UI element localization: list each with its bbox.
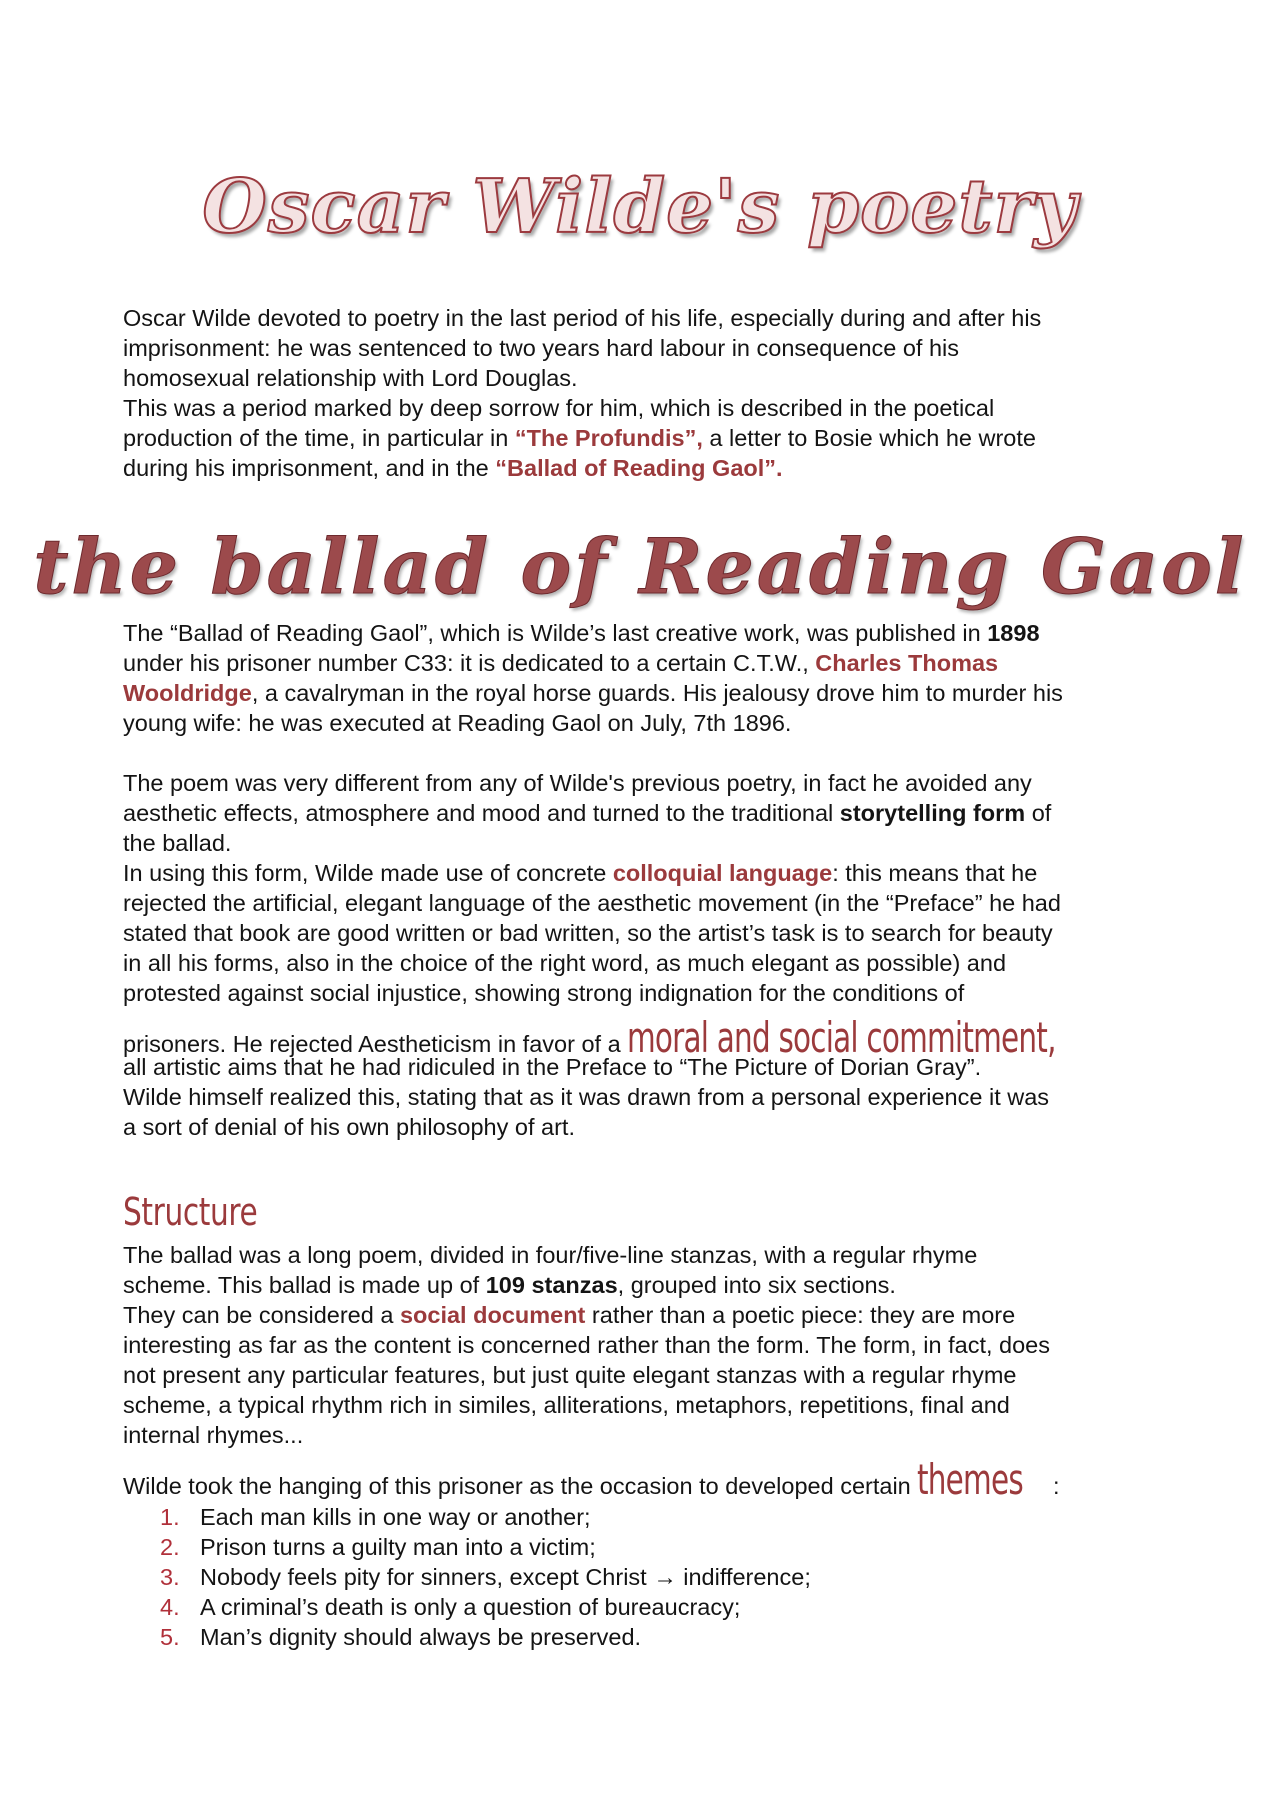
highlight-name: Charles Thomas [815,650,999,676]
intro-paragraph: Oscar Wilde devoted to poetry in the last period of his life, especially during and after his imprisonment: he was sentenced to two years hard labour in consequence of his homosexual relationship with Lord Douglas. This was a period marked by deep sorrow for him, which is described in the poetical production of the time, in particular in “The Profundis”, a letter to Bosie which he wrote during his imprisonment, and in the “Ballad of Reading Gaol”. [123,305,1042,481]
section-title-ballad: the ballad of Reading Gaol [33,522,1247,611]
themes-intro: Wilde took the hanging of this prisoner as the occasion to developed certain themes : [123,1455,1060,1504]
highlight-ballad-title: “Ballad of Reading Gaol”. [495,455,783,481]
list-item: 2. Prison turns a guilty man into a victim; [160,1534,596,1560]
structure-heading: Structure [123,1190,258,1234]
page-title: Oscar Wilde's poetry [202,164,1078,250]
list-item: 3. Nobody feels pity for sinners, except Christ → indifference; [160,1564,811,1590]
list-item: 4. A criminal’s death is only a question of bureaucracy; [160,1594,741,1620]
highlight-profundis: “The Profundis”, [514,425,703,451]
highlight-colloquial: colloquial language [612,860,833,886]
themes-list [160,1502,811,1652]
ballad-intro-paragraph: The “Ballad of Reading Gaol”, which is Wilde’s last creative work, was published in 1898 under his prisoner number C33: it is dedicated to a certain C.T.W., Charles Thomas Wooldridge, a cavalryman in the royal horse guards. His jealousy drove him to murder his young wife: he was executed at Reading Gaol on July, 7th 1896. [123,620,1063,736]
storytelling-bold: storytelling form [839,800,1026,826]
list-item: 5. Man’s dignity should always be preserved. [160,1624,642,1650]
highlight-moral-commitment: moral and social commitment, [627,1013,1056,1062]
stanzas-bold: 109 stanzas [485,1272,618,1298]
highlight-social-document: social document [399,1302,586,1328]
structure-paragraph: The ballad was a long poem, divided in four/five-line stanzas, with a regular rhyme scheme. This ballad is made up of 109 stanzas, grouped into six sections. They can be considered a social document rather than a poetic piece: they are more interesting as far as the content is concerned rather than the form. The form, in fact, does not present any particular features, but just quite elegant stanzas with a regular rhyme scheme, a typical rhythm rich in similes, alliterations, metaphors, repetitions, final and internal rhymes... [123,1242,1050,1448]
poem-paragraph: The poem was very different from any of Wilde's previous poetry, in fact he avoided any aesthetic effects, atmosphere and mood and turned to the traditional storytelling form of the ballad. In using this form, Wilde made use of concrete colloquial language: this means that he rejected the artificial, elegant language of the aesthetic movement (in the “Preface” he had stated that book are good written or bad written, so the artist’s task is to search for beauty in all his forms, also in the choice of the right word, as much elegant as possible) and protested against social injustice, showing strong indignation for the conditions of prisoners. He rejected Aestheticism in favor of a moral and social commitment, all artistic aims that he had ridiculed in the Preface to “The Picture of Dorian Gray”. Wilde himself realized this, stating that as it was drawn from a personal experience it was a sort of denial of his own philosophy of art. [123,770,1061,1140]
highlight-themes: themes [917,1455,1024,1504]
year-bold: 1898 [987,620,1040,646]
list-item: 1. Each man kills in one way or another; [160,1504,591,1530]
